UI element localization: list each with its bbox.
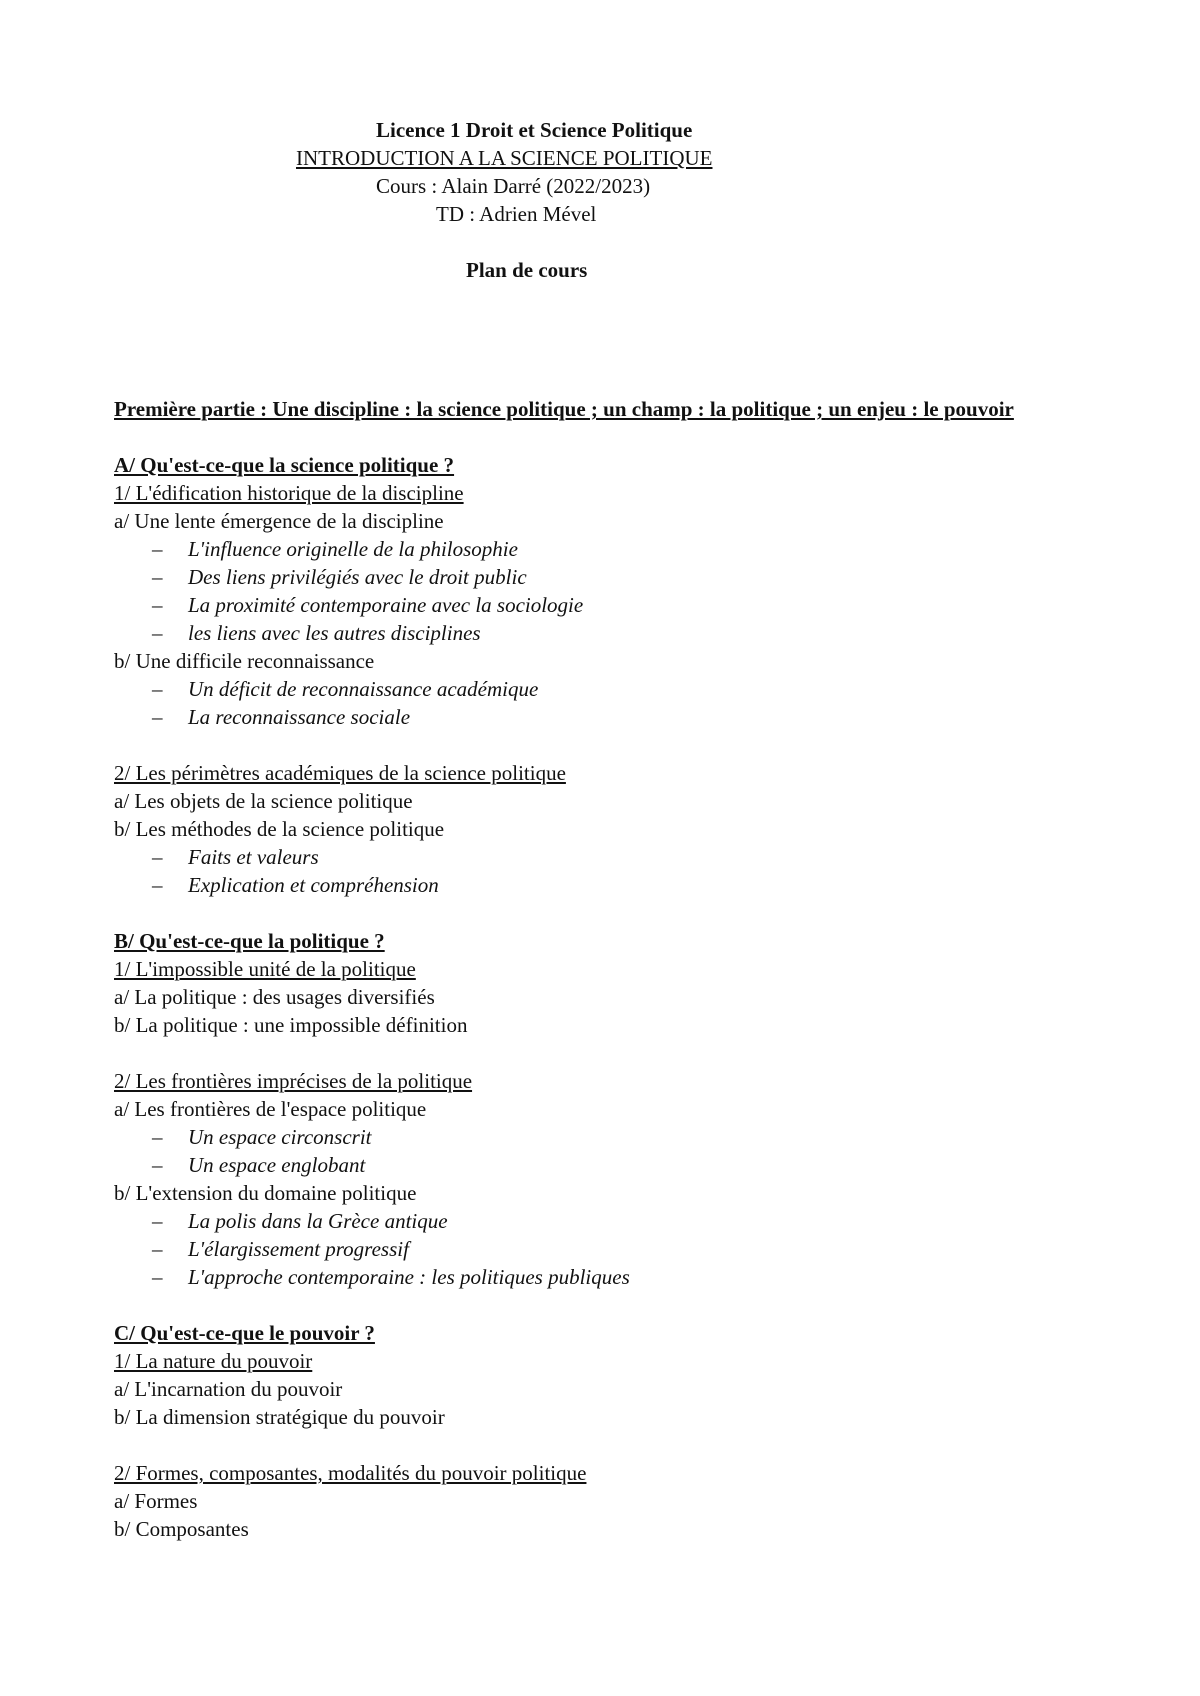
spacer [114,1039,1094,1067]
header-td-line: TD : Adrien Mével [436,202,597,226]
list-item [114,619,1094,647]
header-program-line: Licence 1 Droit et Science Politique [376,118,693,142]
spacer [114,899,1094,927]
section-a-sub2-b-label: b/ Les méthodes de la science politique [114,817,445,841]
section-b-sub2-title: 2/ Les frontières imprécises de la politique [114,1069,473,1093]
dash-list [114,1123,1094,1179]
list-item-text: La proximité contemporaine avec la sociologie [188,593,584,617]
list-item-text: La polis dans la Grèce antique [188,1209,448,1233]
spacer [114,731,1094,759]
spacer [114,423,1094,451]
dash-list [114,1207,1094,1291]
header-course-title: INTRODUCTION A LA SCIENCE POLITIQUE [296,146,713,170]
section-b-title: B/ Qu'est-ce-que la politique ? [114,929,385,953]
dash-bullet: – [152,1125,163,1149]
list-item-text: L'approche contemporaine : les politiques publiques [188,1265,630,1289]
list-item [114,843,1094,871]
list-item-text: Des liens privilégiés avec le droit public [188,565,527,589]
section-c-sub1-b-label: b/ La dimension stratégique du pouvoir [114,1405,445,1429]
list-item-text: Un déficit de reconnaissance académique [188,677,539,701]
dash-bullet: – [152,621,163,645]
section-c-title: C/ Qu'est-ce-que le pouvoir ? [114,1321,375,1345]
course-outline [114,395,1094,1543]
list-item-text: La reconnaissance sociale [188,705,411,729]
dash-bullet: – [152,593,163,617]
header-plan-title: Plan de cours [466,258,588,282]
section-a-sub1-b-label: b/ Une difficile reconnaissance [114,649,375,673]
list-item [114,675,1094,703]
part-title: Première partie : Une discipline : la science politique ; un champ : la politique ; un enjeu : le pouvoir [114,397,1014,421]
list-item [114,1123,1094,1151]
list-item-text: L'élargissement progressif [188,1237,409,1261]
dash-list [114,535,1094,647]
spacer [114,1291,1094,1319]
dash-bullet: – [152,1153,163,1177]
section-c-sub1-title: 1/ La nature du pouvoir [114,1349,313,1373]
section-b-sub2-a-label: a/ Les frontières de l'espace politique [114,1097,427,1121]
header-lecturer-line: Cours : Alain Darré (2022/2023) [376,174,651,198]
section-b-sub1-b-label: b/ La politique : une impossible définition [114,1013,468,1037]
list-item [114,1207,1094,1235]
section-a-sub2-title: 2/ Les périmètres académiques de la science politique [114,761,566,785]
section-a-title: A/ Qu'est-ce-que la science politique ? [114,453,455,477]
dash-bullet: – [152,845,163,869]
section-a-sub1-title: 1/ L'édification historique de la discipline [114,481,464,505]
list-item [114,563,1094,591]
spacer [114,1431,1094,1459]
list-item-text: les liens avec les autres disciplines [188,621,481,645]
list-item [114,1263,1094,1291]
dash-bullet: – [152,565,163,589]
dash-bullet: – [152,1265,163,1289]
dash-bullet: – [152,677,163,701]
dash-bullet: – [152,705,163,729]
list-item [114,871,1094,899]
list-item-text: Explication et compréhension [188,873,439,897]
dash-bullet: – [152,1209,163,1233]
section-b-sub1-title: 1/ L'impossible unité de la politique [114,957,416,981]
list-item-text: Un espace circonscrit [188,1125,372,1149]
list-item-text: L'influence originelle de la philosophie [188,537,518,561]
dash-list [114,843,1094,899]
section-c-sub2-b-label: b/ Composantes [114,1517,249,1541]
list-item [114,591,1094,619]
dash-list [114,675,1094,731]
section-b-sub2-b-label: b/ L'extension du domaine politique [114,1181,417,1205]
section-a-sub1-a-label: a/ Une lente émergence de la discipline [114,509,444,533]
dash-bullet: – [152,537,163,561]
section-a-sub2-a-label: a/ Les objets de la science politique [114,789,413,813]
section-c-sub2-a-label: a/ Formes [114,1489,198,1513]
dash-bullet: – [152,873,163,897]
list-item [114,703,1094,731]
list-item-text: Un espace englobant [188,1153,366,1177]
section-c-sub1-a-label: a/ L'incarnation du pouvoir [114,1377,343,1401]
list-item [114,1235,1094,1263]
section-b-sub1-a-label: a/ La politique : des usages diversifiés [114,985,435,1009]
list-item [114,535,1094,563]
list-item [114,1151,1094,1179]
list-item-text: Faits et valeurs [188,845,319,869]
section-c-sub2-title: 2/ Formes, composantes, modalités du pouvoir politique [114,1461,587,1485]
dash-bullet: – [152,1237,163,1261]
